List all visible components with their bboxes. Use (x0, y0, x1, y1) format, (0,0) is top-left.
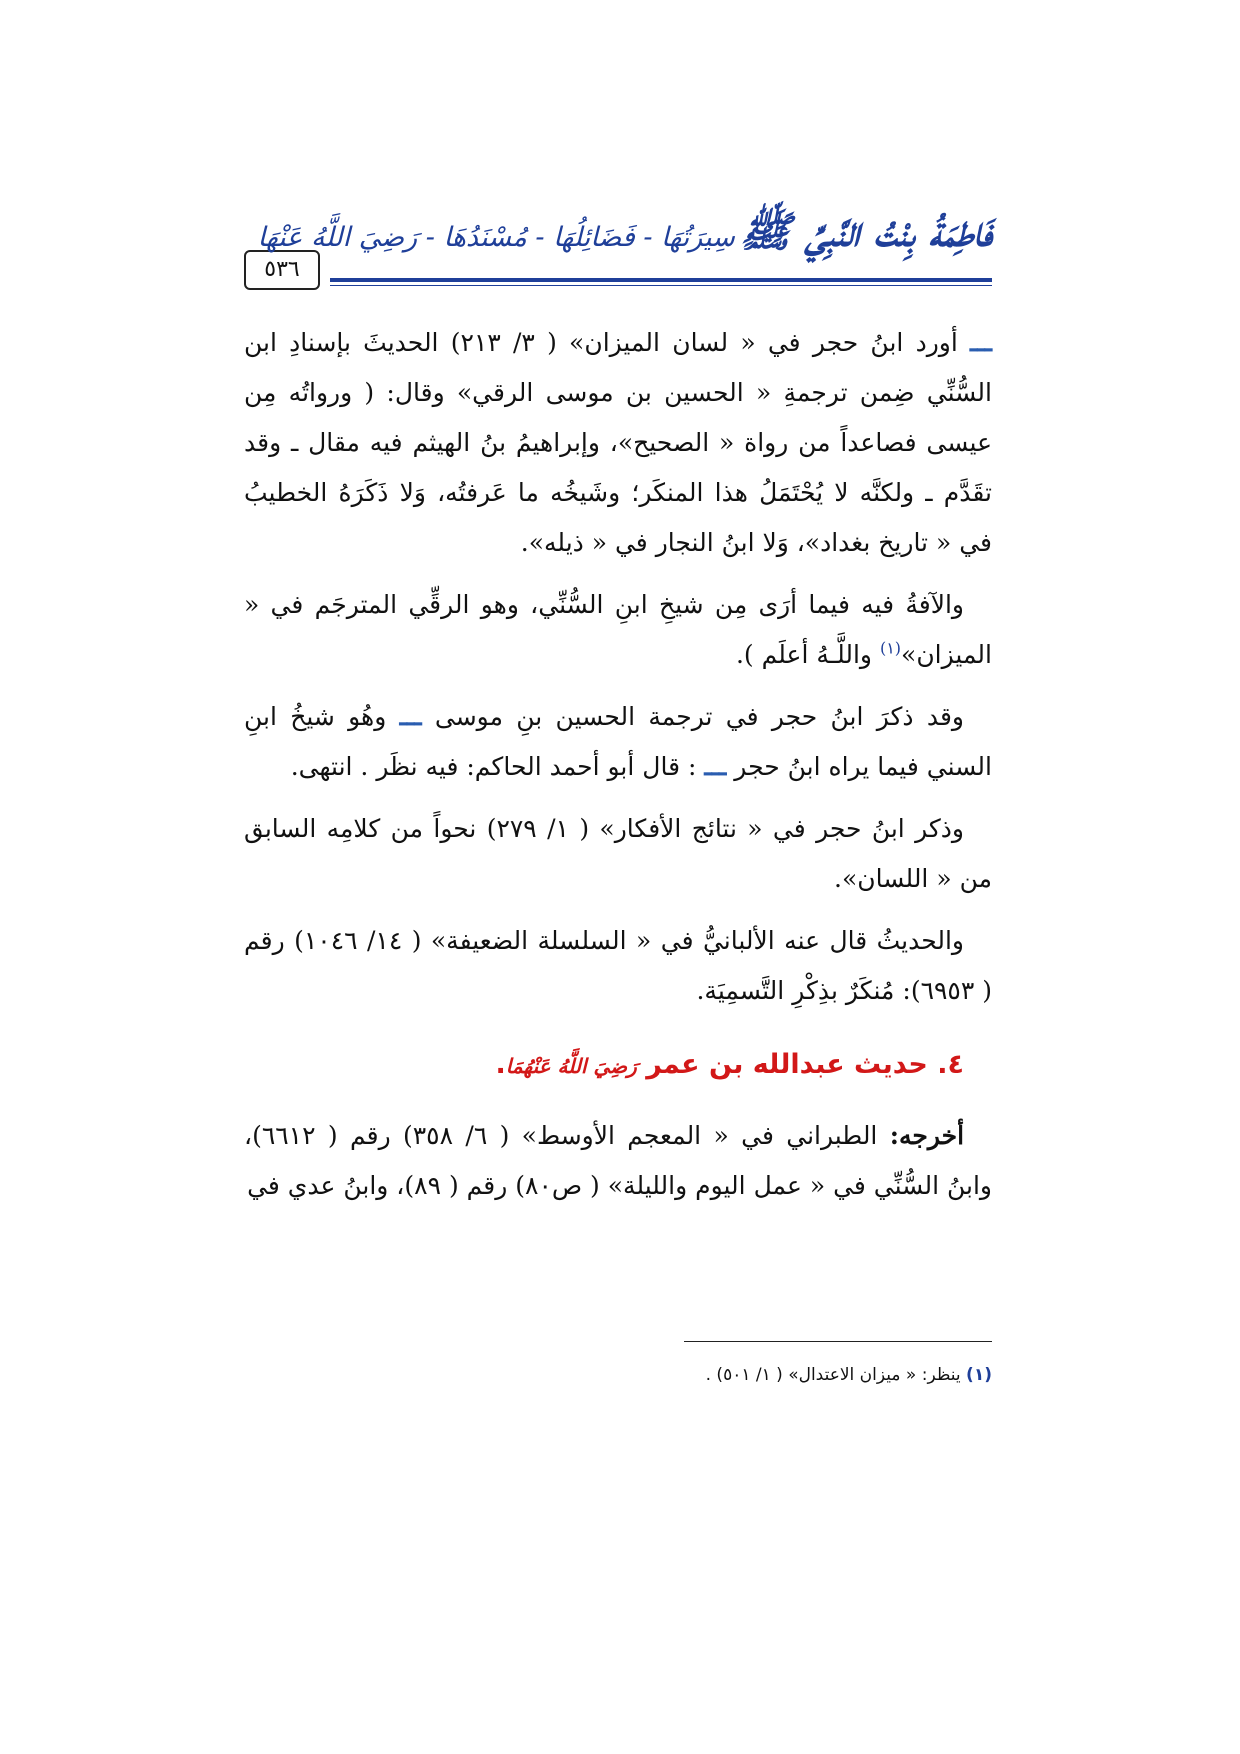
dash: ـــ (970, 328, 992, 357)
footnote-ref[interactable]: (١) (879, 638, 902, 658)
paragraph-5: والحديثُ قال عنه الألبانيُّ في « السلسلة الضعيفة» ( ١٤/ ١٠٤٦) رقم ( ٦٩٥٣): مُنكَرٌ بذِكْرِ التَّسمِيَة. (244, 926, 992, 1005)
header-rule-thin (330, 285, 992, 286)
section-heading (244, 1040, 992, 1091)
header-rule (330, 278, 992, 282)
paragraph-6 (244, 1111, 992, 1211)
running-title (257, 206, 992, 266)
footnote-number: (١) (966, 1365, 992, 1385)
dash: ـــ (399, 702, 422, 731)
page-number: ٥٣٦ (244, 250, 320, 290)
paragraph-1 (244, 318, 992, 568)
paragraph-text: واللَّـهُ أعلَم ). (735, 640, 880, 669)
paragraph-lead: أخرجه: (889, 1121, 965, 1150)
book-subtitle: سِيرَتُهَا - فَضَائِلُهَا - مُسْنَدُهَا - رَضِيَ اللَّهُ عَنْهَا (257, 222, 735, 253)
paragraph-text: أورد ابنُ حجر في « لسان الميزان» ( ٣/ ٢١٣) الحديثَ بإسنادِ ابن السُّنِّي ضِمن ترجمةِ « الحسين بن موسى الرقي» وقال: ( ورواتُه مِن عيسى فصاعداً من رواة « الصحيح»، وإبراهيمُ بنُ الهيثم فيه مقال ـ وقد تقَدَّم ـ ولكنَّه لا يُحْتَمَلُ هذا المنكَر؛ وشَيخُه ما عَرفتُه، وَلا ذَكَرَهُ الخطيبُ في « تاريخ بغداد»، وَلا ابنُ النجار في « ذيله». (244, 328, 992, 557)
paragraph-text: وقد ذكرَ ابنُ حجر في ترجمة الحسين بنِ موسى (421, 702, 964, 731)
honorific-glyph: رَضِيَ اللَّهُ عَنْهُمَا (505, 1054, 637, 1078)
footnote (584, 1360, 992, 1390)
paragraph-text: وهُو شيخُ ابنِ السني فيما يراه ابنُ حجر (244, 702, 992, 781)
heading-number: ٤. (937, 1049, 964, 1080)
heading-text: حديث عبدالله بن عمر (646, 1049, 928, 1080)
book-title: فَاطِمَةُ بِنْتُ النَّبِيِّ ﷺ (740, 207, 992, 256)
dash: ـــ (704, 752, 727, 781)
page-header (244, 180, 992, 280)
footnote-separator (684, 1341, 992, 1342)
paragraph-3 (244, 692, 992, 792)
heading-end: . (495, 1049, 506, 1080)
paragraph-2 (244, 580, 992, 680)
page-body (244, 318, 992, 1223)
paragraph-4: وذكر ابنُ حجر في « نتائج الأفكار» ( ١/ ٢٧٩) نحواً من كلامِه السابق من « اللسان». (244, 814, 992, 893)
paragraph-text: : قال أبو أحمد الحاكم: فيه نظَر . انتهى. (290, 752, 705, 781)
paragraph-text: الطبراني في « المعجم الأوسط» ( ٦/ ٣٥٨) رقم ( ٦٦١٢)، وابنُ السُّنِّي في « عمل اليوم والليلة» ( ص٨٠) رقم ( ٨٩)، وابنُ عدي في (244, 1121, 992, 1200)
footnote-text: ينظر: « ميزان الاعتدال» ( ١/ ٥٠١) . (705, 1365, 961, 1385)
paragraph-text: والآفةُ فيه فيما أرَى مِن شيخِ ابنِ السُّنِّي، وهو الرقِّي المترجَم في « الميزان» (244, 590, 992, 669)
